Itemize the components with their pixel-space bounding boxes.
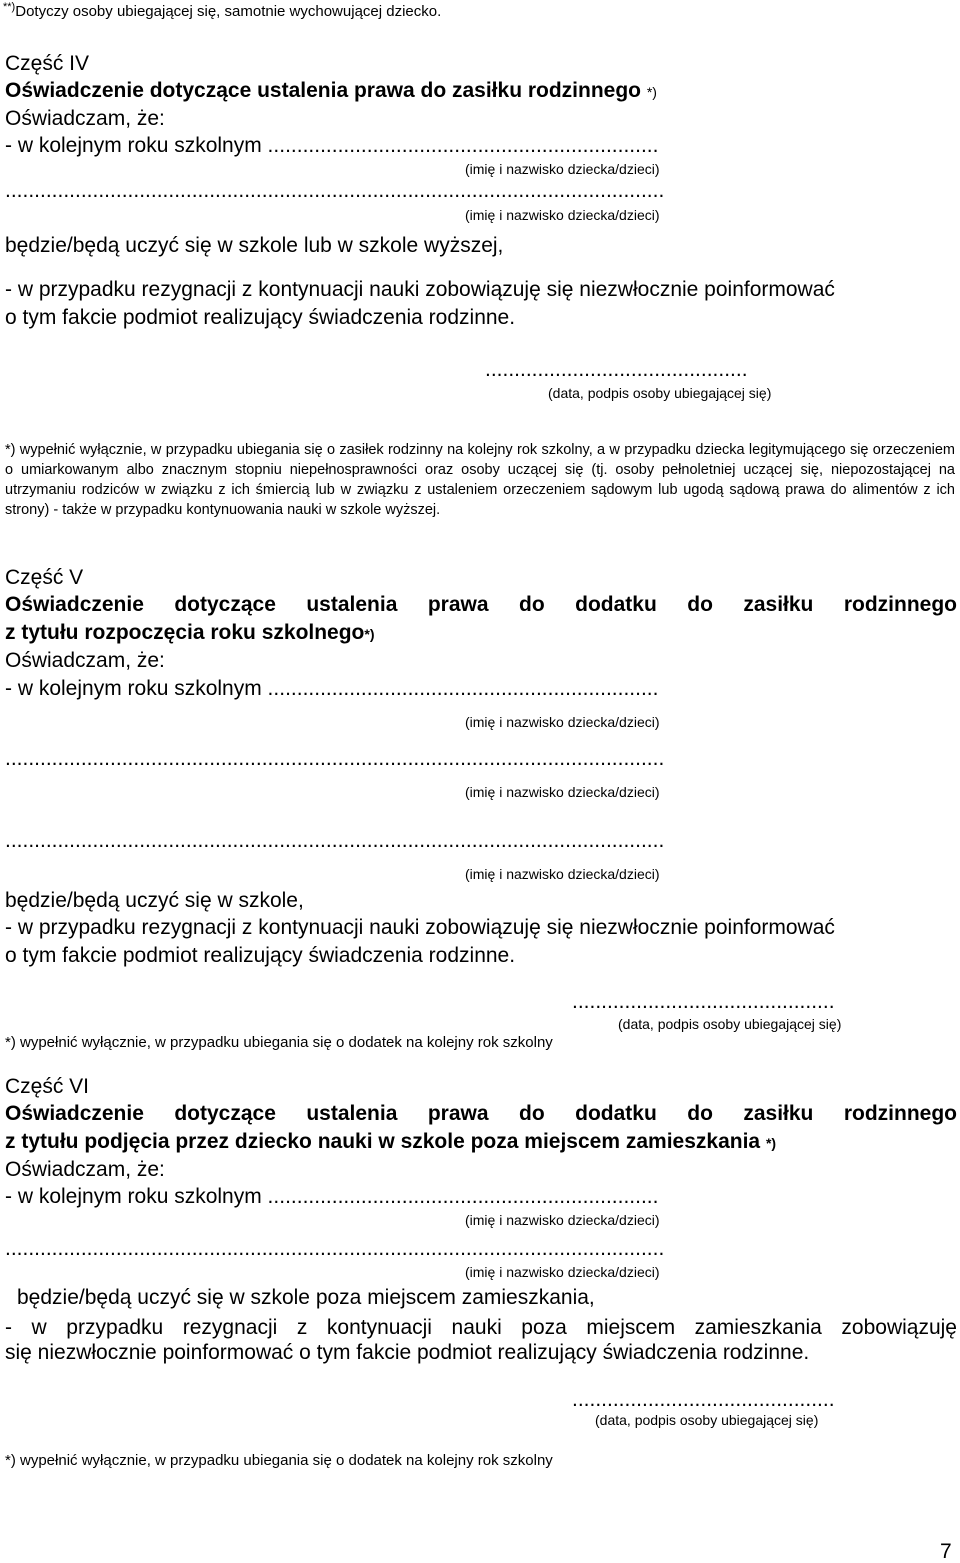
part5-title-line-1: Oświadczenie dotyczące ustalenia prawa do dodatku do zasiłku rodzinnego (5, 593, 957, 616)
part6-child-caption-2: (imię i nazwisko dziecka/dzieci) (465, 1264, 660, 1280)
part4-title (5, 80, 657, 101)
part6-will-study: będzie/będą uczyć się w szkole poza miejscem zamieszkania, (17, 1286, 595, 1309)
part4-declare: Oświadczam, że: (5, 107, 165, 130)
part6-label: Część VI (5, 1075, 90, 1098)
part4-footnote: *) wypełnić wyłącznie, w przypadku ubiegania się o zasiłek rodzinny na kolejny rok szkolny, a w przypadku dziecka legitymującego się orzeczeniem o umiarkowanym albo znacznym stopniu niepełnosprawności oraz osoby uczącej się (tj. osoby pełnoletniej uczącej się, niepozostającej na utrzymaniu rodziców w związku z ich śmiercią lub w związku z ustaleniem orzeczeniem sądowym lub ugodą sądową prawa do alimentów z ich strony) - także w przypadku kontynuowania nauki w szkole wyższej. (5, 442, 955, 518)
part4-resign-line-2: o tym fakcie podmiot realizujący świadczenia rodzinne. (5, 306, 516, 329)
part5-declare: Oświadczam, że: (5, 649, 165, 672)
part4-title-mark: *) (646, 84, 657, 100)
part6-resign-line-2: się niezwłocznie poinformować o tym fakcie podmiot realizujący świadczenia rodzinne. (5, 1341, 810, 1364)
part5-will-study: będzie/będą uczyć się w szkole, (5, 889, 304, 912)
part5-title (5, 591, 957, 621)
part5-resign-line-1: - w przypadku rezygnacji z kontynuacji nauki zobowiązuję się niezwłocznie poinformować (5, 916, 835, 939)
part4-child-caption-2: (imię i nazwisko dziecka/dzieci) (465, 207, 660, 223)
part6-title-line-2: z tytułu podjęcia przez dziecko nauki w szkole poza miejscem zamieszkania (5, 1130, 761, 1153)
top-footnote-text: Dotyczy osoby ubiegającej się, samotnie wychowującej dziecko. (15, 3, 442, 20)
part6-declare: Oświadczam, że: (5, 1158, 165, 1181)
part5-child-line-3[interactable]: ................................................................................................................. (5, 829, 665, 852)
part6-signature-dots[interactable]: ............................................. (572, 1388, 835, 1411)
part4-child-line-2[interactable]: ................................................................................................................. (5, 179, 665, 202)
part6-resign-line-1: - w przypadku rezygnacji z kontynuacji nauki poza miejscem zamieszkania zobowiązuję (5, 1316, 957, 1339)
part5-title-mark: *) (364, 626, 375, 642)
part6-resign-line-1-wrap (5, 1314, 957, 1342)
part6-title-line-1: Oświadczenie dotyczące ustalenia prawa do dodatku do zasiłku rodzinnego (5, 1102, 957, 1125)
top-footnote (3, 2, 441, 19)
part6-title-line-2-wrap (5, 1131, 776, 1152)
part6-child-caption-1: (imię i nazwisko dziecka/dzieci) (465, 1212, 660, 1228)
part5-child-caption-2: (imię i nazwisko dziecka/dzieci) (465, 784, 660, 800)
part4-signature-caption: (data, podpis osoby ubiegającej się) (548, 385, 772, 401)
part5-title-line-2-wrap (5, 622, 375, 643)
part6-title-mark: *) (765, 1135, 777, 1151)
part5-label: Część V (5, 566, 84, 589)
part5-child-caption-1: (imię i nazwisko dziecka/dzieci) (465, 714, 660, 730)
part4-will-study: będzie/będą uczyć się w szkole lub w szkole wyższej, (5, 234, 504, 257)
part6-signature-caption: (data, podpis osoby ubiegającej się) (595, 1412, 819, 1428)
part5-title-line-2: z tytułu rozpoczęcia roku szkolnego (5, 621, 365, 644)
part4-signature-dots[interactable]: ............................................. (485, 358, 748, 381)
part6-title (5, 1100, 957, 1130)
part5-resign-line-2: o tym fakcie podmiot realizujący świadczenia rodzinne. (5, 944, 516, 967)
part5-child-caption-3: (imię i nazwisko dziecka/dzieci) (465, 866, 660, 882)
part4-label: Część IV (5, 52, 90, 75)
part4-resign-line-1: - w przypadku rezygnacji z kontynuacji nauki zobowiązuję się niezwłocznie poinformować (5, 278, 835, 301)
part5-signature-caption: (data, podpis osoby ubiegającej się) (618, 1016, 842, 1032)
part6-child-line-2[interactable]: ................................................................................................................. (5, 1237, 665, 1260)
page-number: 7 (940, 1540, 952, 1563)
part4-title-text: Oświadczenie dotyczące ustalenia prawa do zasiłku rodzinnego (5, 79, 642, 102)
part6-footnote: *) wypełnić wyłącznie, w przypadku ubiegania się o dodatek na kolejny rok szkolny (5, 1452, 553, 1469)
part5-child-line-2[interactable]: ................................................................................................................. (5, 747, 665, 770)
part4-child-line-1[interactable]: - w kolejnym roku szkolnym ................................................................... (5, 134, 659, 157)
part6-child-line-1[interactable]: - w kolejnym roku szkolnym ................................................................... (5, 1185, 659, 1208)
part5-child-line-1[interactable]: - w kolejnym roku szkolnym ................................................................... (5, 677, 659, 700)
part5-signature-dots[interactable]: ............................................. (572, 990, 835, 1013)
part5-footnote: *) wypełnić wyłącznie, w przypadku ubiegania się o dodatek na kolejny rok szkolny (5, 1034, 553, 1051)
top-footnote-marker: **) (3, 1, 16, 13)
part4-child-caption-1: (imię i nazwisko dziecka/dzieci) (465, 161, 660, 177)
